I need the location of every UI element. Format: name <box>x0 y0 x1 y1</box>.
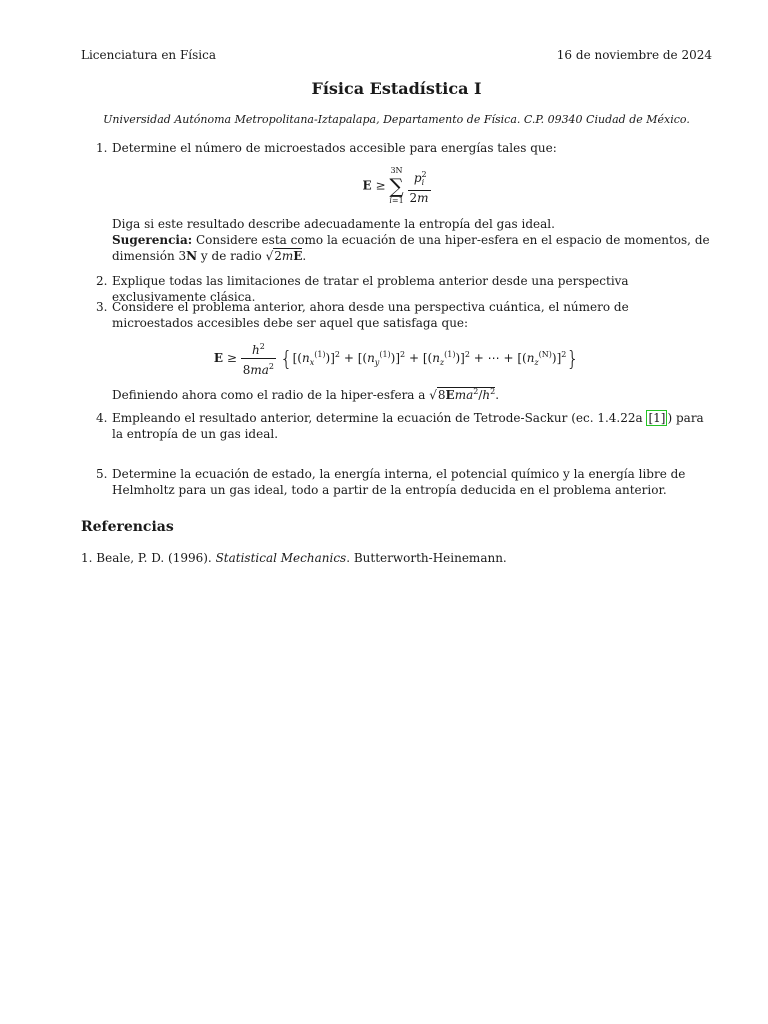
problem-number: 4. <box>96 411 108 425</box>
planck-fraction: $\frac{h^2}{8ma^2}$ <box>241 339 276 378</box>
reference-item <box>81 550 507 566</box>
problem-5 <box>96 466 712 498</box>
reference-publisher: . Butterworth-Heinemann. <box>346 551 507 565</box>
problem-3 <box>96 299 712 331</box>
paper-page <box>81 0 712 1024</box>
hint-tail: y de radio <box>197 249 266 263</box>
problem-1-followup: Diga si este resultado describe adecuadamente la entropía del gas ideal. Sugerencia: Considere esta como la ecuación de una hiper-esfera en el espacio de momentos, de dimensión 3N y de radio √2mE. <box>112 217 710 263</box>
header-date: 16 de noviembre de 2024 <box>556 48 712 62</box>
document-title: Física Estadística I <box>311 79 482 98</box>
problem-followup-text: Definiendo ahora como el radio de la hiper-esfera a <box>112 388 430 402</box>
momentum-fraction: $\frac{p^2_i}{2m}$ <box>408 167 431 206</box>
problem-text: Determine el número de microestados accesible para energías tales que: <box>112 141 557 155</box>
problem-3-followup <box>112 384 712 403</box>
hint-text: Considere esta como la ecuación de una hiper-esfera en el espacio de momentos, de dimensión 3 <box>112 233 710 263</box>
header-program: Licenciatura en Física <box>81 48 217 62</box>
problem-number: 1. <box>96 141 108 155</box>
equation-classical: E ≥ 3N ∑ i=1 $\frac{p^2_i}{2m}$ <box>362 166 429 205</box>
problem-number: 2. <box>96 274 108 288</box>
problem-text-start: Empleando el resultado anterior, determine la ecuación de Tetrode-Sackur (ec. 1.4.22a <box>112 411 647 425</box>
problem-followup-text: Diga si este resultado describe adecuadamente la entropía del gas ideal. <box>112 217 555 231</box>
problem-number: 3. <box>96 300 108 314</box>
problem-1 <box>96 140 712 156</box>
equation-quantum: E ≥ $\frac{h^2}{8ma^2}$ {$[(n_x^{(1)})]^2 + [(n_y^{(1)})]^2 + [(n_z^{(1)})]^2$ + ⋯ + $[(n_z^{(N)})]^2$} <box>81 339 712 378</box>
problem-text: Explique todas las limitaciones de tratar el problema anterior desde una perspectiva exclusivamente clásica. <box>112 274 629 304</box>
summation-symbol: 3N ∑ i=1 <box>389 166 404 205</box>
hypersphere-radius-expression: $√8Ema^2/h^2$. <box>429 387 500 402</box>
problem-text-end: ) para la entropía de un gas ideal. <box>112 411 704 441</box>
problem-4 <box>96 410 712 442</box>
running-header <box>81 47 712 63</box>
radius-expression: √2mE. <box>265 249 307 263</box>
problem-text: Determine la ecuación de estado, la energía interna, el potencial químico y la energía libre de Helmholtz para un gas ideal, todo a partir de la entropía deducida en el problema anterior. <box>112 467 686 497</box>
reference-title: Statistical Mechanics <box>215 551 347 565</box>
problem-text: Considere el problema anterior, ahora desde una perspectiva cuántica, el número de microestados accesibles debe ser aquel que satisfaga que: <box>112 300 629 330</box>
problem-number: 5. <box>96 467 108 481</box>
hint-label: Sugerencia: <box>112 233 193 247</box>
citation-link[interactable]: [1] <box>648 411 666 425</box>
reference-number: 1. <box>81 551 93 565</box>
references-heading: Referencias <box>81 519 174 535</box>
affiliation: Universidad Autónoma Metropolitana-Iztapalapa, Departamento de Física. C.P. 09340 Ciudad de México. <box>103 113 690 126</box>
reference-authors: Beale, P. D. (1996). <box>96 551 216 565</box>
